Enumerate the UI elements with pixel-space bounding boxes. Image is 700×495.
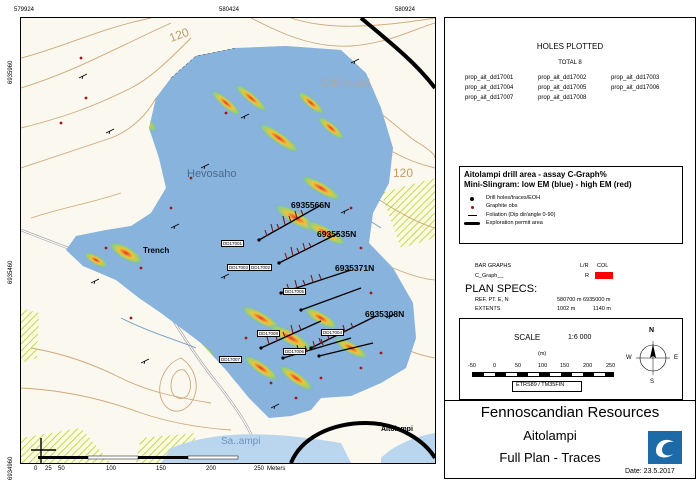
west-label: W — [626, 355, 632, 361]
coord-left-3: 6934960 — [8, 456, 14, 480]
east-label: E — [674, 355, 679, 361]
hole-entry: prop_ait_dd17001 — [465, 75, 514, 81]
profile-label-2: 6935535N — [317, 229, 357, 239]
drill-hole-label[interactable]: DD17007 — [221, 357, 241, 362]
place-trench: Trench — [143, 246, 170, 255]
crs-label: ETRS89 / TM35FIN — [516, 382, 565, 388]
hole-entry: prop_ait_dd17002 — [538, 75, 587, 81]
coord-top-2: 580424 — [219, 7, 240, 13]
drill-hole-label[interactable]: DD17008 — [259, 331, 279, 336]
drill-hole-label[interactable]: DD17005 — [285, 289, 305, 294]
company-logo — [648, 431, 682, 464]
scale-unit: (m) — [538, 351, 547, 357]
place-lake: Sa..ampi — [221, 436, 261, 447]
cgraph-label: C_Graph__ — [475, 273, 504, 279]
drill-hole-label[interactable]: DD17001 — [223, 241, 243, 246]
coord-top-3: 580924 — [395, 7, 416, 13]
contour-label-1: 120 — [167, 24, 191, 46]
coord-top-1: 579924 — [14, 7, 35, 13]
map-frame[interactable] — [20, 17, 436, 464]
scale-tick: -50 — [468, 363, 476, 369]
plan-specs-title: PLAN SPECS: — [465, 283, 538, 295]
lr-label: L/R — [580, 263, 589, 269]
legend-title-1: Aitolampi drill area - assay C-Graph% — [464, 170, 607, 179]
scale-tick-label: 50 — [58, 466, 65, 472]
legend-title-2: Mini-Slingram: low EM (blue) - high EM (red) — [464, 180, 632, 189]
plot-date: Date: 23.5.2017 — [625, 468, 675, 475]
drill-hole-label[interactable]: DD17004 — [323, 330, 343, 335]
hole-entry: prop_ait_dd17004 — [465, 85, 514, 91]
extents-height: 1140 m — [593, 306, 611, 312]
drill-hole-symbol — [470, 197, 474, 201]
r-label: R — [585, 273, 589, 279]
bar-color-swatch — [595, 272, 613, 279]
plan-title: Full Plan - Traces — [499, 450, 601, 465]
north-label: N — [649, 327, 655, 334]
profile-label-3: 6935371N — [335, 263, 375, 273]
legend-item: Drill holes/traces/EOH — [486, 195, 541, 201]
drill-hole-label[interactable]: DD17002 — [251, 265, 271, 270]
hole-entry: prop_ait_dd17008 — [538, 95, 587, 101]
drill-hole-label[interactable]: DD17006 — [285, 349, 305, 354]
place-aitolampi: Aitolampi — [381, 426, 413, 433]
scale-tick-label: 0 — [34, 466, 38, 472]
col-label: COL — [597, 263, 609, 269]
hole-entry: prop_ait_dd17003 — [611, 75, 660, 81]
foliation-symbol — [468, 215, 477, 216]
bar-graphs-label: BAR GRAPHS — [475, 263, 512, 269]
map-scale-bar — [20, 462, 286, 478]
hole-entry: prop_ait_dd17006 — [611, 85, 660, 91]
scale-tick: 150 — [560, 363, 570, 369]
drill-hole-label[interactable]: DD17003 — [229, 265, 249, 270]
project-name: Aitolampi — [523, 428, 577, 443]
extents-label: EXTENTS — [475, 306, 501, 312]
scale-tick-label: 150 — [156, 466, 167, 472]
holes-title: HOLES PLOTTED — [536, 42, 604, 51]
legend-box — [459, 166, 683, 244]
logo-icon — [648, 431, 682, 464]
place-hevosaho: Hevosaho — [187, 168, 237, 180]
north-arrow-icon — [632, 337, 674, 379]
scale-tick-label: 100 — [106, 466, 117, 472]
scale-tick-label: 25 — [45, 466, 52, 472]
legend-item: Exploration permit area — [486, 220, 543, 226]
scale-tick: 0 — [493, 363, 497, 369]
profile-label-1: 6935566N — [291, 200, 331, 210]
ref-pt-label: REF. PT. E, N — [475, 297, 509, 303]
title-divider — [445, 400, 695, 401]
scale-tick-label: 250 — [254, 466, 265, 472]
legend-item: Foliation (Dip dir/angle 0-90) — [486, 212, 556, 218]
hole-entry: prop_ait_dd17005 — [538, 85, 587, 91]
holes-total: TOTAL 8 — [558, 60, 582, 66]
profile-label-4: 6935308N — [365, 309, 405, 319]
scale-tick: 200 — [583, 363, 593, 369]
contour-label-2: 120 — [393, 166, 414, 180]
place-ollinmaki: Ollinmäki — [321, 76, 371, 90]
company-name: Fennoscandian Resources — [480, 404, 660, 421]
scale-box — [459, 318, 683, 400]
legend-item: Graphite obs — [486, 203, 518, 209]
info-panel — [444, 17, 696, 479]
scale-label: SCALE — [514, 333, 541, 342]
scale-bar-graphic — [472, 372, 614, 377]
south-label: S — [650, 379, 655, 385]
extents-width: 1002 m — [557, 306, 576, 312]
scale-tick: 250 — [606, 363, 616, 369]
scale-tick-label: 200 — [206, 466, 217, 472]
scale-tick: 50 — [515, 363, 522, 369]
coord-left-2: 6935460 — [8, 260, 14, 284]
graphite-symbol — [471, 206, 474, 209]
permit-symbol — [464, 222, 480, 225]
hole-entry: prop_ait_dd17007 — [465, 95, 514, 101]
scale-unit: Meters — [267, 466, 286, 472]
scale-tick: 100 — [538, 363, 548, 369]
ref-pt-value: 580700 m 6935000 m — [557, 297, 611, 303]
scale-value: 1:6 000 — [568, 334, 592, 341]
coord-left-1: 6935960 — [8, 60, 14, 84]
